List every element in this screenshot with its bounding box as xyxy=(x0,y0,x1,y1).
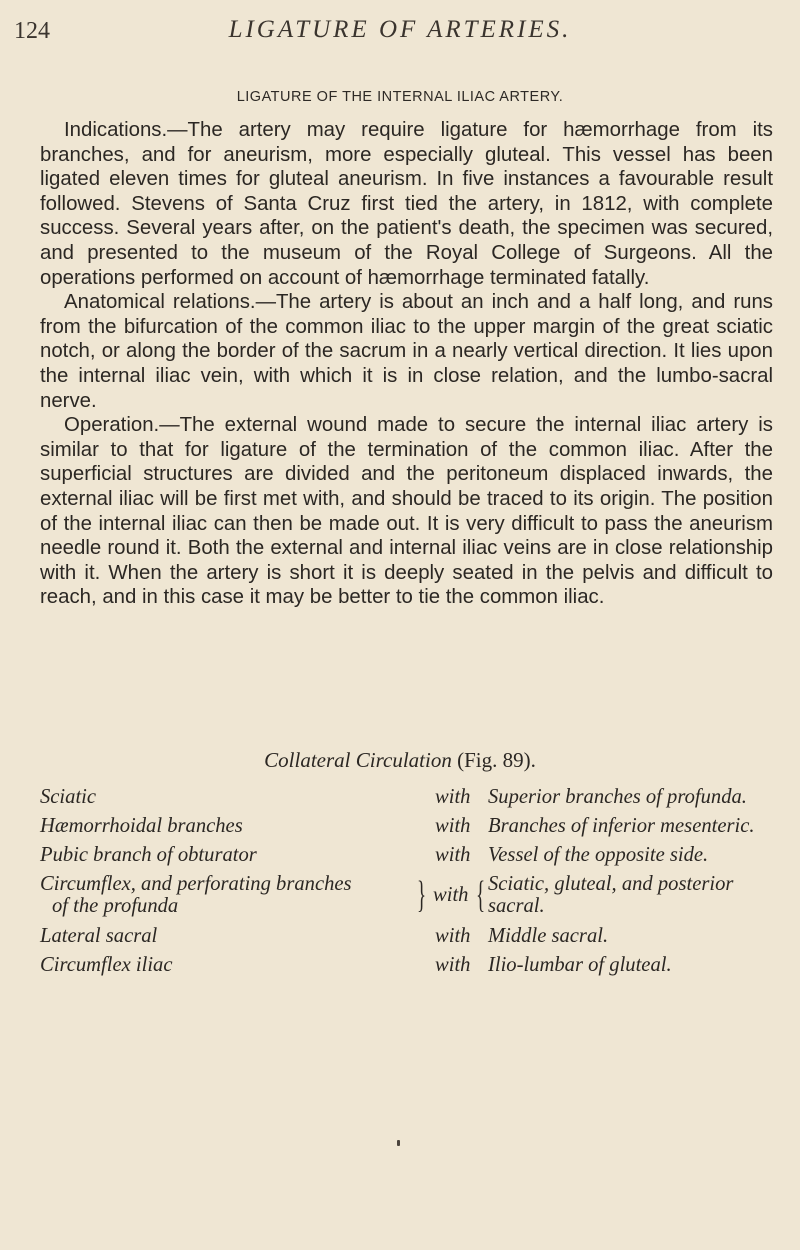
right-brace: } xyxy=(417,874,427,916)
paragraph-operation: Operation.—The external wound made to secure the internal iliac artery is similar to that for ligature of the termination of the common iliac. After the superficial structures are divided and the peritoneum displaced inwards, the external iliac will be first met with, and should be traced to its origin. The position of the internal iliac can then be made out. It is very difficult to pass the aneurism needle round it. Both the external and internal iliac veins are in close relationship with it. When the artery is short it is deeply seated in the pelvis and difficult to reach, and in this case it may be better to tie the common iliac. xyxy=(40,414,773,609)
table-row xyxy=(40,786,780,814)
row-anastomosis xyxy=(488,873,733,917)
row-vessel xyxy=(40,873,352,917)
page-number: 124 xyxy=(14,18,50,44)
row-anastomosis: Branches of inferior mesenteric. xyxy=(488,815,755,837)
row-with: with xyxy=(435,786,471,808)
row-vessel: Sciatic xyxy=(40,786,97,808)
page-header xyxy=(0,16,800,52)
row-vessel: Circumflex iliac xyxy=(40,954,173,976)
collateral-heading xyxy=(0,748,800,773)
paragraph-anatomical-relations: Anatomical relations.—The artery is about an inch and a half long, and runs from the bifurcation of the common iliac to the upper margin of the great sciatic notch, or along the border of the sacrum in a nearly vertical direction. It lies upon the internal iliac vein, with which it is in close relation, and the lumbo-sacral nerve. xyxy=(40,291,773,412)
section-title: LIGATURE OF THE INTERNAL ILIAC ARTERY. xyxy=(236,89,564,105)
table-row xyxy=(40,844,780,872)
collateral-heading-figure-ref: (Fig. 89). xyxy=(457,748,536,772)
row-with: with xyxy=(435,925,471,947)
row-anastomosis: Vessel of the opposite side. xyxy=(488,844,709,866)
paragraph-indications: Indications.—The artery may require ligature for hæmorrhage from its branches, and for aneurism, more especially gluteal. This vessel has been ligated eleven times for gluteal aneurism. In five instances a favourable result followed. Stevens of Santa Cruz first tied the artery, in 1812, with complete success. Several years after, on the patient's death, the specimen was secured, and presented to the museum of the Royal College of Surgeons. All the operations performed on account of hæmorrhage terminated fatally. xyxy=(40,119,773,289)
table-row xyxy=(40,873,780,921)
ink-mark xyxy=(397,1140,400,1146)
running-title: LIGATURE OF ARTERIES. xyxy=(228,16,572,43)
row-anastomosis: Middle sacral. xyxy=(488,925,609,947)
collateral-heading-title: Collateral Circulation xyxy=(264,748,452,772)
row-with: with xyxy=(435,954,471,976)
row-vessel: Hæmorrhoidal branches xyxy=(40,815,243,837)
left-brace: { xyxy=(476,874,486,916)
row-anastomosis-line1: Sciatic, gluteal, and posterior xyxy=(488,873,734,895)
row-anastomosis: Ilio-lumbar of gluteal. xyxy=(488,954,672,976)
table-row xyxy=(40,815,780,843)
row-anastomosis: Superior branches of profunda. xyxy=(488,786,747,808)
table-row xyxy=(40,925,780,953)
row-vessel: Lateral sacral xyxy=(40,925,158,947)
row-with: with xyxy=(435,815,471,837)
row-vessel-line1: Circumflex, and perforating branches xyxy=(40,873,352,895)
row-anastomosis-line2: sacral. xyxy=(488,895,545,917)
row-vessel: Pubic branch of obturator xyxy=(40,844,257,866)
table-row xyxy=(40,954,780,982)
body-text xyxy=(40,118,773,610)
row-with: with xyxy=(433,884,469,906)
row-vessel-line2: of the profunda xyxy=(52,895,179,917)
row-with: with xyxy=(435,844,471,866)
